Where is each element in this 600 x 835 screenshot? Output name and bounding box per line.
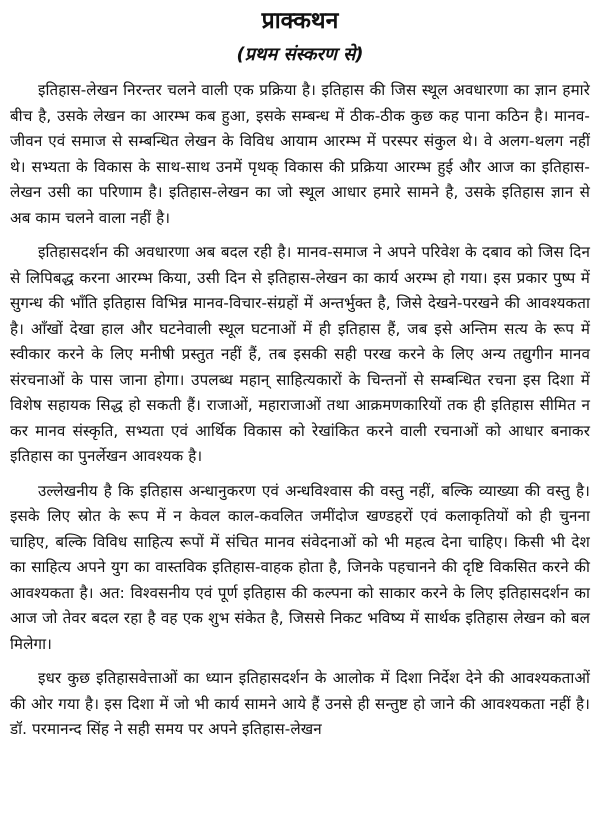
page-subtitle: (प्रथम संस्करण से)	[236, 44, 364, 65]
paragraph-3: उल्लेखनीय है कि इतिहास अन्धानुकरण एवं अन्धविश्वास की वस्तु नहीं, बल्कि व्याख्या की वस्तु है। इसके लिए स्रोत के रूप में न केवल काल-कवलित जमींदोज खण्डहरों एवं कलाकृतियों को ही चुनना चाहिए, बल्कि विविध साहित्य रूपों में संचित मानव संवेदनाओं को भी महत्व देना चाहिए। किसी भी देश का साहित्य अपने युग का वास्तविक इतिहास-वाहक होता है, जिनके पहचानने की दृष्टि विकसित करने की आवश्यकता है। अत: विश्वसनीय एवं पूर्ण इतिहास की कल्पना को साकार करने के लिए इतिहासदर्शन का आज जो तेवर बदल रहा है वह एक शुभ संकेत है, जिससे निकट भविष्य में सार्थक इतिहास लेखन को बल मिलेगा।	[10, 481, 590, 653]
paragraph-1: इतिहास-लेखन निरन्तर चलने वाली एक प्रक्रिया है। इतिहास की जिस स्थूल अवधारणा का ज्ञान हमारे बीच है, उसके लेखन का आरम्भ कब हुआ, इसके सम्बन्ध में ठीक-ठीक कुछ कह पाना कठिन है। मानव-जीवन एवं समाज से सम्बन्धित लेखन के विविध आयाम आरम्भ में परस्पर संकुल थे। वे अलग-थलग नहीं थे। सभ्यता के विकास के साथ-साथ उनमें पृथक् विकास की प्रक्रिया आरम्भ हुई और आज का इतिहास-लेखन उसी का परिणाम है। इतिहास-लेखन का जो स्थूल आधार हमारे सामने है, उसके इतिहास ज्ञान से अब काम चलने वाला नहीं है।	[10, 81, 590, 227]
paragraph-2: इतिहासदर्शन की अवधारणा अब बदल रही है। मानव-समाज ने अपने परिवेश के दबाव को जिस दिन से लिपिबद्ध करना आरम्भ किया, उसी दिन से इतिहास-लेखन का कार्य अरम्भ हो गया। इस प्रकार पुष्प में सुगन्ध की भाँति इतिहास विभिन्न मानव-विचार-संग्रहों में अन्तर्भुक्त है, जिसे देखने-परखने की आवश्यकता है। आँखों देखा हाल और घटनेवाली स्थूल घटनाओं में ही इतिहास हैं, जब इसे अन्तिम सत्य के रूप में स्वीकार करने के लिए मनीषी प्रस्तुत नहीं हैं, तब इसकी सही परख करने के लिए अन्य तद्युगीन मानव संरचनाओं के पास जाना होगा। उपलब्ध महान् साहित्यकारों के चिन्तनों से सम्बन्धित रचना इस दिशा में विशेष सहायक सिद्ध हो सकती हैं। राजाओं, महाराजाओं तथा आक्रमणकारियों तक ही इतिहास सीमित न कर मानव संस्कृति, सभ्यता एवं आर्थिक विकास को रेखांकित करने वाली रचनाओं को आधार बनाकर इतिहास का पुनर्लेखन आवश्यक है।	[10, 243, 590, 465]
page-title: प्राक्कथन	[261, 8, 339, 34]
paragraph-4: इधर कुछ इतिहासवेत्ताओं का ध्यान इतिहासदर्शन के आलोक में दिशा निर्देश देने की आवश्यकताओं की ओर गया है। इस दिशा में जो भी कार्य सामने आये हैं उनसे ही सन्तुष्ट हो जाने की आवश्यकता नहीं है। डॉ. परमानन्द सिंह ने सही समय पर अपने इतिहास-लेखन	[10, 669, 590, 738]
